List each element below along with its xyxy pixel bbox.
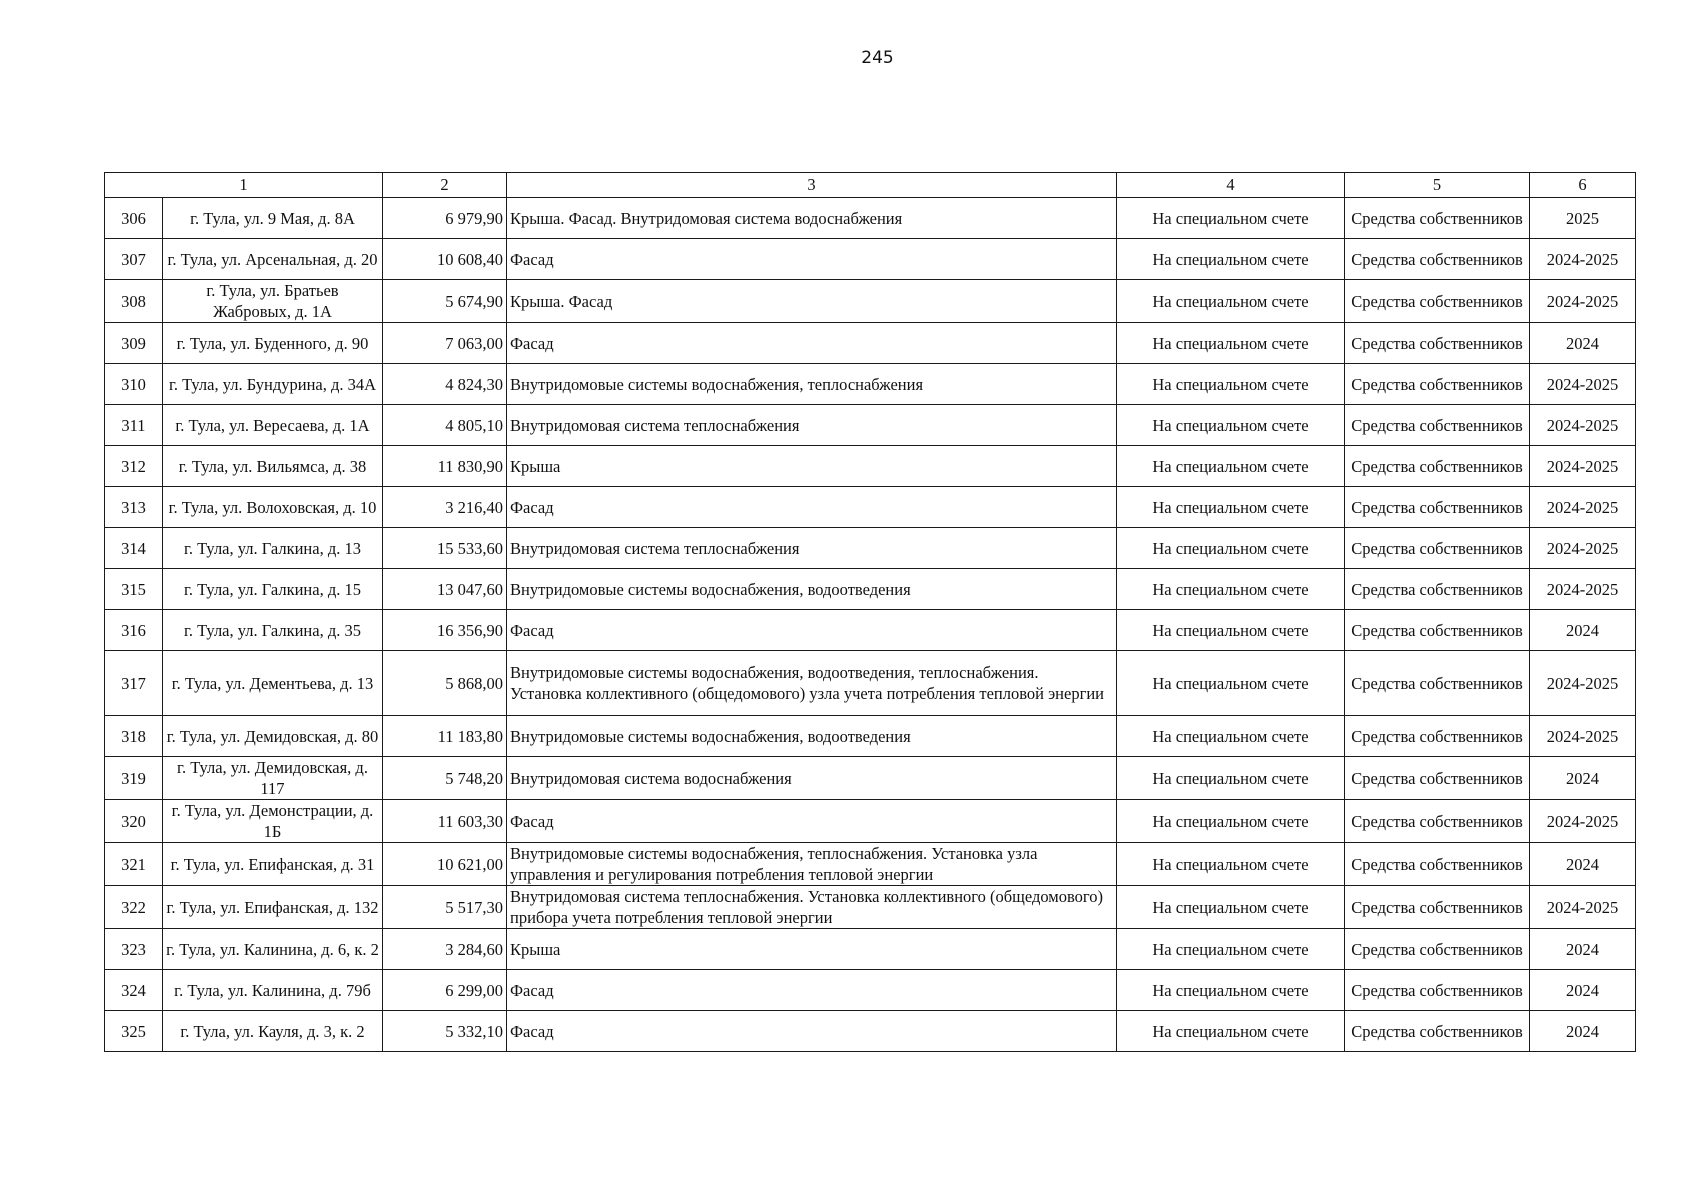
works-cell: Крыша. Фасад. Внутридомовая система водоснабжения — [507, 198, 1117, 239]
row-number: 324 — [105, 970, 163, 1011]
works-cell: Внутридомовая система водоснабжения — [507, 757, 1117, 800]
fund-method-cell: На специальном счете — [1117, 1011, 1345, 1052]
table-row — [105, 970, 1636, 1011]
fund-method-cell: На специальном счете — [1117, 757, 1345, 800]
fund-method-cell: На специальном счете — [1117, 970, 1345, 1011]
row-number: 311 — [105, 405, 163, 446]
area-cell: 15 533,60 — [383, 528, 507, 569]
funding-source-cell: Средства собственников — [1345, 800, 1530, 843]
period-cell: 2024-2025 — [1530, 280, 1636, 323]
header-row — [105, 173, 1636, 198]
row-number: 309 — [105, 323, 163, 364]
funding-source-cell: Средства собственников — [1345, 487, 1530, 528]
funding-source-cell: Средства собственников — [1345, 569, 1530, 610]
works-cell: Крыша — [507, 446, 1117, 487]
area-cell: 10 621,00 — [383, 843, 507, 886]
page-number: 245 — [861, 48, 894, 68]
works-cell: Внутридомовая система теплоснабжения — [507, 528, 1117, 569]
period-cell: 2024-2025 — [1530, 528, 1636, 569]
funding-source-cell: Средства собственников — [1345, 198, 1530, 239]
period-cell: 2024-2025 — [1530, 364, 1636, 405]
address-cell: г. Тула, ул. Волоховская, д. 10 — [163, 487, 383, 528]
fund-method-cell: На специальном счете — [1117, 886, 1345, 929]
row-number: 320 — [105, 800, 163, 843]
fund-method-cell: На специальном счете — [1117, 280, 1345, 323]
address-cell: г. Тула, ул. Галкина, д. 15 — [163, 569, 383, 610]
period-cell: 2024-2025 — [1530, 716, 1636, 757]
period-cell: 2024 — [1530, 757, 1636, 800]
table-row — [105, 364, 1636, 405]
area-cell: 10 608,40 — [383, 239, 507, 280]
row-number: 317 — [105, 651, 163, 716]
works-cell: Крыша — [507, 929, 1117, 970]
table-row — [105, 610, 1636, 651]
funding-source-cell: Средства собственников — [1345, 405, 1530, 446]
works-cell: Фасад — [507, 487, 1117, 528]
table-row — [105, 569, 1636, 610]
works-cell: Фасад — [507, 970, 1117, 1011]
row-number: 315 — [105, 569, 163, 610]
period-cell: 2024 — [1530, 929, 1636, 970]
table-row — [105, 487, 1636, 528]
table-row — [105, 1011, 1636, 1052]
area-cell: 7 063,00 — [383, 323, 507, 364]
address-cell: г. Тула, ул. Бундурина, д. 34А — [163, 364, 383, 405]
address-cell: г. Тула, ул. Вересаева, д. 1А — [163, 405, 383, 446]
period-cell: 2024 — [1530, 970, 1636, 1011]
period-cell: 2024-2025 — [1530, 487, 1636, 528]
address-cell: г. Тула, ул. Демонстрации, д. 1Б — [163, 800, 383, 843]
row-number: 313 — [105, 487, 163, 528]
table-row — [105, 323, 1636, 364]
funding-source-cell: Средства собственников — [1345, 716, 1530, 757]
works-cell: Внутридомовые системы водоснабжения, водоотведения, теплоснабжения. Установка коллективного (общедомового) узла учета потребления тепловой энергии — [507, 651, 1117, 716]
row-number: 314 — [105, 528, 163, 569]
row-number: 322 — [105, 886, 163, 929]
address-cell: г. Тула, ул. Епифанская, д. 132 — [163, 886, 383, 929]
works-cell: Внутридомовая система теплоснабжения — [507, 405, 1117, 446]
works-cell: Фасад — [507, 800, 1117, 843]
funding-source-cell: Средства собственников — [1345, 280, 1530, 323]
area-cell: 4 805,10 — [383, 405, 507, 446]
table-row — [105, 651, 1636, 716]
area-cell: 11 183,80 — [383, 716, 507, 757]
funding-source-cell: Средства собственников — [1345, 843, 1530, 886]
table-row — [105, 239, 1636, 280]
row-number: 319 — [105, 757, 163, 800]
works-cell: Фасад — [507, 239, 1117, 280]
period-cell: 2024-2025 — [1530, 800, 1636, 843]
table-row — [105, 528, 1636, 569]
table-row — [105, 757, 1636, 800]
area-cell: 11 830,90 — [383, 446, 507, 487]
column-header-3: 3 — [507, 173, 1117, 198]
table-row — [105, 405, 1636, 446]
period-cell: 2025 — [1530, 198, 1636, 239]
column-header-2: 2 — [383, 173, 507, 198]
area-cell: 6 979,90 — [383, 198, 507, 239]
row-number: 316 — [105, 610, 163, 651]
works-cell: Внутридомовые системы водоснабжения, водоотведения — [507, 569, 1117, 610]
area-cell: 6 299,00 — [383, 970, 507, 1011]
address-cell: г. Тула, ул. Кауля, д. 3, к. 2 — [163, 1011, 383, 1052]
column-header-5: 5 — [1345, 173, 1530, 198]
area-cell: 16 356,90 — [383, 610, 507, 651]
fund-method-cell: На специальном счете — [1117, 198, 1345, 239]
address-cell: г. Тула, ул. Дементьева, д. 13 — [163, 651, 383, 716]
table-body — [105, 173, 1636, 1052]
address-cell: г. Тула, ул. Арсенальная, д. 20 — [163, 239, 383, 280]
area-cell: 11 603,30 — [383, 800, 507, 843]
row-number: 312 — [105, 446, 163, 487]
area-cell: 5 332,10 — [383, 1011, 507, 1052]
fund-method-cell: На специальном счете — [1117, 487, 1345, 528]
address-cell: г. Тула, ул. Галкина, д. 13 — [163, 528, 383, 569]
area-cell: 5 868,00 — [383, 651, 507, 716]
table-row — [105, 446, 1636, 487]
column-header-6: 6 — [1530, 173, 1636, 198]
fund-method-cell: На специальном счете — [1117, 323, 1345, 364]
row-number: 310 — [105, 364, 163, 405]
fund-method-cell: На специальном счете — [1117, 929, 1345, 970]
address-cell: г. Тула, ул. Демидовская, д. 80 — [163, 716, 383, 757]
address-cell: г. Тула, ул. Калинина, д. 6, к. 2 — [163, 929, 383, 970]
column-header-4: 4 — [1117, 173, 1345, 198]
period-cell: 2024 — [1530, 610, 1636, 651]
fund-method-cell: На специальном счете — [1117, 610, 1345, 651]
funding-source-cell: Средства собственников — [1345, 886, 1530, 929]
period-cell: 2024 — [1530, 1011, 1636, 1052]
fund-method-cell: На специальном счете — [1117, 800, 1345, 843]
period-cell: 2024-2025 — [1530, 569, 1636, 610]
row-number: 306 — [105, 198, 163, 239]
works-cell: Фасад — [507, 1011, 1117, 1052]
table-row — [105, 843, 1636, 886]
row-number: 308 — [105, 280, 163, 323]
fund-method-cell: На специальном счете — [1117, 405, 1345, 446]
address-cell: г. Тула, ул. Вильямса, д. 38 — [163, 446, 383, 487]
table-row — [105, 929, 1636, 970]
table-row — [105, 800, 1636, 843]
fund-method-cell: На специальном счете — [1117, 569, 1345, 610]
address-cell: г. Тула, ул. Братьев Жабровых, д. 1А — [163, 280, 383, 323]
funding-source-cell: Средства собственников — [1345, 446, 1530, 487]
row-number: 323 — [105, 929, 163, 970]
table-row — [105, 198, 1636, 239]
row-number: 318 — [105, 716, 163, 757]
period-cell: 2024-2025 — [1530, 886, 1636, 929]
fund-method-cell: На специальном счете — [1117, 716, 1345, 757]
period-cell: 2024-2025 — [1530, 446, 1636, 487]
column-header-1: 1 — [105, 173, 383, 198]
address-cell: г. Тула, ул. Галкина, д. 35 — [163, 610, 383, 651]
works-cell: Крыша. Фасад — [507, 280, 1117, 323]
funding-source-cell: Средства собственников — [1345, 323, 1530, 364]
works-cell: Внутридомовая система теплоснабжения. Установка коллективного (общедомового) прибора учета потребления тепловой энергии — [507, 886, 1117, 929]
funding-source-cell: Средства собственников — [1345, 1011, 1530, 1052]
row-number: 321 — [105, 843, 163, 886]
row-number: 307 — [105, 239, 163, 280]
area-cell: 5 748,20 — [383, 757, 507, 800]
capital-repair-table — [104, 172, 1636, 1052]
area-cell: 3 284,60 — [383, 929, 507, 970]
funding-source-cell: Средства собственников — [1345, 970, 1530, 1011]
address-cell: г. Тула, ул. 9 Мая, д. 8А — [163, 198, 383, 239]
fund-method-cell: На специальном счете — [1117, 843, 1345, 886]
period-cell: 2024 — [1530, 843, 1636, 886]
funding-source-cell: Средства собственников — [1345, 239, 1530, 280]
fund-method-cell: На специальном счете — [1117, 239, 1345, 280]
works-cell: Фасад — [507, 323, 1117, 364]
period-cell: 2024-2025 — [1530, 651, 1636, 716]
period-cell: 2024-2025 — [1530, 405, 1636, 446]
funding-source-cell: Средства собственников — [1345, 610, 1530, 651]
funding-source-cell: Средства собственников — [1345, 757, 1530, 800]
fund-method-cell: На специальном счете — [1117, 446, 1345, 487]
address-cell: г. Тула, ул. Буденного, д. 90 — [163, 323, 383, 364]
funding-source-cell: Средства собственников — [1345, 929, 1530, 970]
period-cell: 2024-2025 — [1530, 239, 1636, 280]
address-cell: г. Тула, ул. Демидовская, д. 117 — [163, 757, 383, 800]
table-row — [105, 716, 1636, 757]
area-cell: 13 047,60 — [383, 569, 507, 610]
table-row — [105, 280, 1636, 323]
fund-method-cell: На специальном счете — [1117, 364, 1345, 405]
fund-method-cell: На специальном счете — [1117, 651, 1345, 716]
works-cell: Внутридомовые системы водоснабжения, водоотведения — [507, 716, 1117, 757]
address-cell: г. Тула, ул. Епифанская, д. 31 — [163, 843, 383, 886]
row-number: 325 — [105, 1011, 163, 1052]
works-cell: Внутридомовые системы водоснабжения, теплоснабжения. Установка узла управления и регулирования потребления тепловой энергии — [507, 843, 1117, 886]
funding-source-cell: Средства собственников — [1345, 364, 1530, 405]
table-row — [105, 886, 1636, 929]
area-cell: 5 517,30 — [383, 886, 507, 929]
works-cell: Фасад — [507, 610, 1117, 651]
period-cell: 2024 — [1530, 323, 1636, 364]
area-cell: 4 824,30 — [383, 364, 507, 405]
area-cell: 3 216,40 — [383, 487, 507, 528]
works-cell: Внутридомовые системы водоснабжения, теплоснабжения — [507, 364, 1117, 405]
fund-method-cell: На специальном счете — [1117, 528, 1345, 569]
funding-source-cell: Средства собственников — [1345, 651, 1530, 716]
funding-source-cell: Средства собственников — [1345, 528, 1530, 569]
address-cell: г. Тула, ул. Калинина, д. 79б — [163, 970, 383, 1011]
area-cell: 5 674,90 — [383, 280, 507, 323]
